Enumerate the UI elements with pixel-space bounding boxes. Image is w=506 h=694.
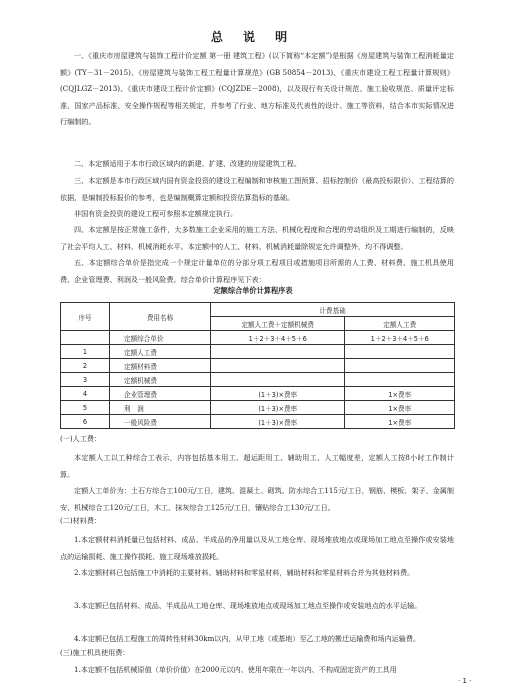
cell-c1: (1＋3)×费率: [211, 401, 345, 415]
paragraph-3b: 非国有资金投资的建设工程可参照本定额规定执行。: [74, 209, 238, 218]
page-number: · 1 ·: [458, 677, 472, 685]
header-name: 费用名称: [110, 303, 211, 331]
cell-seq: 5: [61, 401, 110, 415]
header-seq: 序号: [61, 303, 110, 331]
material-paragraph-2: 2.本定额材料已包括施工中消耗的主要材料、辅助材料和零星材料，辅助材料和零星材料合并为其他材料费。: [74, 568, 415, 577]
cell-c1: (1＋3)×费率: [211, 387, 345, 401]
table-row: [61, 387, 455, 401]
cell-c2: 1×费率: [345, 387, 455, 401]
cell-seq: 3: [61, 373, 110, 387]
table-row: [61, 359, 455, 373]
paragraph-5: 五、本定额综合单价是指完成一个规定计量单位的分部分项工程项目或措施项目所需的人工费、材料费、施工机具使用费、企业管理费、利润及一般风险费。综合单价计算程序见下表：: [60, 258, 454, 284]
table-caption: 定额综合单价计算程序表: [213, 286, 293, 295]
unit-price-table: [60, 302, 455, 429]
paragraph-1: 一、《重庆市房屋建筑与装饰工程计价定额 第一册 建筑工程》(以下简称“本定额”)是根据《房屋建筑与装饰工程消耗量定额》(TY－31－2015)、《房屋建筑与装饰工程工程量计算规范》(GB 50854－2013)、《重庆市建设工程工程量计算规则》(CQJLGZ－2013)、《重庆市建设工程计价定额》(CQJZDE－2008)，以及现行有关设计规范、施工验收规范、质量评定标准、国家产品标准、安全操作规程等相关规定，并参考了行业、地方标准及代表性的设计、施工等资料，结合本市实际情况进行编制的。: [60, 51, 454, 127]
cell-name: 企业管理费: [110, 387, 211, 401]
page-title: 总 说 明: [210, 30, 296, 44]
cell-c2: [345, 359, 455, 373]
cell-c1: [211, 345, 345, 359]
section-material-heading: (二)材料费：: [60, 516, 102, 525]
cell-c1: 1＋2＋3＋4＋5＋6: [211, 331, 345, 345]
section-labor-heading: (一)人工费：: [60, 434, 102, 443]
table-row: [61, 401, 455, 415]
cell-seq: 2: [61, 359, 110, 373]
cell-c1: [211, 373, 345, 387]
cell-name: 定额材料费: [110, 359, 211, 373]
table-row: [61, 415, 455, 429]
cell-name: 定额综合单价: [110, 331, 211, 345]
header-col1: 定额人工费＋定额机械费: [211, 317, 345, 331]
cell-name: 定额机械费: [110, 373, 211, 387]
cell-c2: [345, 373, 455, 387]
cell-seq: 4: [61, 387, 110, 401]
header-col2: 定额人工费: [345, 317, 455, 331]
material-paragraph-1: 1.本定额材料消耗量已包括材料、成品、半成品的净用量以及从工地仓库、现场堆放地点或现场加工地点至操作或安装地点的运输损耗、施工操作损耗、施工现场堆放损耗。: [60, 535, 454, 561]
table-row: [61, 345, 455, 359]
cell-c2: [345, 345, 455, 359]
cell-name: 一般风险费: [110, 415, 211, 429]
cell-c2: 1×费率: [345, 415, 455, 429]
header-basis: 计费基础: [211, 303, 455, 317]
material-paragraph-3: 3.本定额已包括材料、成品、半成品从工地仓库、现场堆放地点或现场加工地点至操作或安装地点的水平运输。: [74, 601, 422, 610]
cell-name: 定额人工费: [110, 345, 211, 359]
table-header-row: [61, 303, 455, 317]
labor-paragraph-1: 本定额人工以工种综合工表示，内容包括基本用工、超运距用工、辅助用工、人工幅度差，定额人工按8小时工作制计算。: [60, 453, 454, 479]
cell-c1: [211, 359, 345, 373]
table-row: [61, 373, 455, 387]
cell-seq: 6: [61, 415, 110, 429]
material-paragraph-4: 4.本定额已包括工程施工的周转性材料30km以内，从甲工地（或基地）至乙工地的搬迁运输费和场内运输费。: [74, 634, 421, 643]
section-machinery-heading: (三)施工机具使用费：: [60, 648, 130, 657]
machinery-paragraph-1: 1.本定额不包括机械原值（单价价值）在2000元以内、使用年限在一年以内、不构成固定资产的工具用: [74, 665, 397, 674]
table-row: [61, 331, 455, 345]
labor-paragraph-2: 定额人工单价为：土石方综合工100元/工日，建筑、混凝土、砌筑、防水综合工115元/工日，钢筋、模板、架子、金属制安、机械综合工120元/工日，木工、抹灰综合工125元/工日，镶贴综合工130元/工日。: [60, 486, 454, 512]
paragraph-2: 二、本定额适用于本市行政区域内的新建、扩建、改建的房屋建筑工程。: [74, 159, 301, 168]
cell-c2: 1＋2＋3＋4＋5＋6: [345, 331, 455, 345]
cell-seq: 1: [61, 345, 110, 359]
cell-name: 利 润: [110, 401, 211, 415]
cell-c2: 1×费率: [345, 401, 455, 415]
cell-c1: (1＋3)×费率: [211, 415, 345, 429]
cell-seq: [61, 331, 110, 345]
paragraph-4: 四、本定额是按正常施工条件，大多数施工企业采用的施工方法、机械化程度和合理的劳动组织及工期进行编制的，反映了社会平均人工、材料、机械消耗水平。本定额中的人工、材料、机械消耗量除规定允许调整外，均不得调整。: [60, 225, 454, 251]
paragraph-3: 三、本定额是本市行政区域内国有资金投资的建设工程编制和审核施工图预算、招标控制价（最高投标限价）、工程结算的依据，是编制投标报价的参考，也是编制概算定额和投资估算指标的基础。: [60, 176, 454, 202]
